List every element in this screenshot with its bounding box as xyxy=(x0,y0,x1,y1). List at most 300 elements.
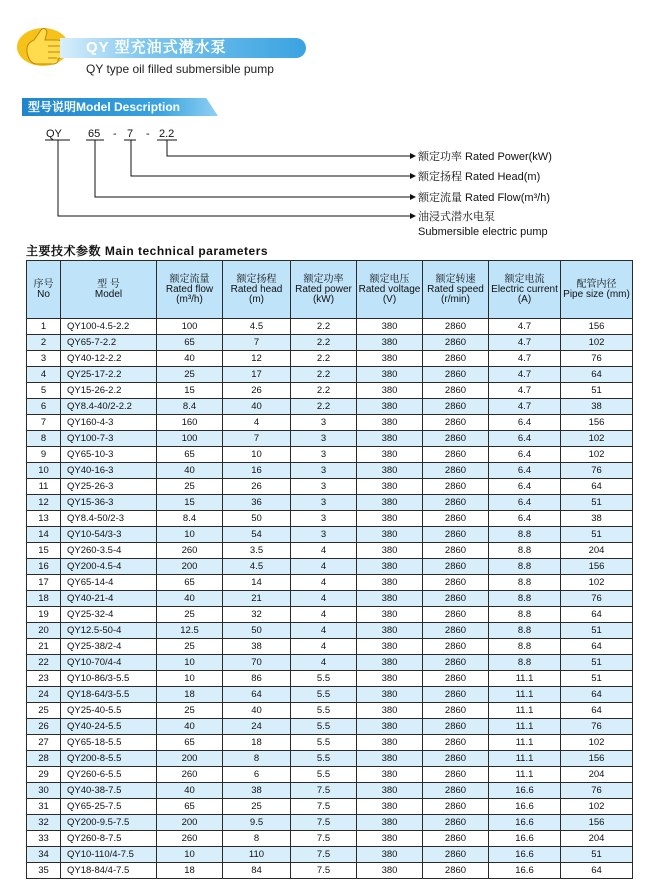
label-rated-head: 额定扬程 Rated Head(m) xyxy=(418,171,541,183)
table-cell: 7.5 xyxy=(291,783,357,799)
table-cell: 3.5 xyxy=(223,543,291,559)
table-cell: 2860 xyxy=(423,623,489,639)
table-cell: QY40-16-3 xyxy=(61,463,157,479)
params-title: 主要技术参数 Main technical parameters xyxy=(26,244,269,258)
table-cell: 7.5 xyxy=(291,847,357,863)
table-cell: 25 xyxy=(157,607,223,623)
table-row xyxy=(27,399,633,415)
table-cell: 4 xyxy=(291,575,357,591)
table-cell: 51 xyxy=(561,383,633,399)
table-cell: 16.6 xyxy=(489,783,561,799)
table-cell: 2.2 xyxy=(291,335,357,351)
table-cell: 2860 xyxy=(423,655,489,671)
table-cell: 2.2 xyxy=(291,367,357,383)
table-cell: 5.5 xyxy=(291,719,357,735)
column-header-cn: 配管内径 xyxy=(576,278,617,290)
table-cell: 7.5 xyxy=(291,799,357,815)
table-cell: 16.6 xyxy=(489,799,561,815)
table-cell: 51 xyxy=(561,655,633,671)
table-cell: 8 xyxy=(223,831,291,847)
table-cell: QY260-3.5-4 xyxy=(61,543,157,559)
table-cell: 76 xyxy=(561,463,633,479)
table-cell: 380 xyxy=(357,799,423,815)
table-cell: QY100-7-3 xyxy=(61,431,157,447)
table-row xyxy=(27,767,633,783)
table-cell: 2860 xyxy=(423,831,489,847)
table-cell: 3 xyxy=(291,495,357,511)
column-header-cn: 额定功率 xyxy=(303,273,344,285)
table-row xyxy=(27,735,633,751)
table-cell: 260 xyxy=(157,767,223,783)
table-cell: 2860 xyxy=(423,351,489,367)
table-cell: QY10-110/4-7.5 xyxy=(61,847,157,863)
table-cell: 40 xyxy=(223,399,291,415)
table-cell: 18 xyxy=(223,735,291,751)
table-cell: 380 xyxy=(357,367,423,383)
table-cell: 21 xyxy=(27,639,61,655)
table-cell: QY25-17-2.2 xyxy=(61,367,157,383)
table-row xyxy=(27,847,633,863)
table-cell: 2860 xyxy=(423,719,489,735)
table-cell: 12 xyxy=(223,351,291,367)
table-cell: 4 xyxy=(291,655,357,671)
table-row xyxy=(27,799,633,815)
table-cell: 3 xyxy=(291,415,357,431)
table-cell: 102 xyxy=(561,447,633,463)
table-cell: 12 xyxy=(27,495,61,511)
table-row xyxy=(27,575,633,591)
table-cell: 2860 xyxy=(423,815,489,831)
table-row xyxy=(27,623,633,639)
table-cell: 3 xyxy=(291,463,357,479)
table-row xyxy=(27,783,633,799)
table-cell: 102 xyxy=(561,575,633,591)
table-cell: 51 xyxy=(561,623,633,639)
table-cell: 12.5 xyxy=(157,623,223,639)
table-row xyxy=(27,335,633,351)
table-cell: 380 xyxy=(357,847,423,863)
table-cell: 26 xyxy=(223,479,291,495)
table-cell: QY8.4-50/2-3 xyxy=(61,511,157,527)
table-cell: QY25-26-3 xyxy=(61,479,157,495)
table-cell: 10 xyxy=(27,463,61,479)
table-cell: 76 xyxy=(561,591,633,607)
table-cell: 64 xyxy=(561,863,633,879)
table-cell: 24 xyxy=(223,719,291,735)
table-cell: 3 xyxy=(291,431,357,447)
table-cell: 11.1 xyxy=(489,735,561,751)
table-row xyxy=(27,815,633,831)
table-cell: 380 xyxy=(357,415,423,431)
table-row xyxy=(27,543,633,559)
table-cell: 19 xyxy=(27,607,61,623)
table-cell: 18 xyxy=(157,863,223,879)
table-cell: 8.8 xyxy=(489,655,561,671)
table-cell: 4 xyxy=(291,591,357,607)
table-cell: 160 xyxy=(157,415,223,431)
table-cell: 380 xyxy=(357,319,423,335)
table-row xyxy=(27,719,633,735)
column-header xyxy=(561,261,633,319)
table-cell: 10 xyxy=(223,447,291,463)
table-cell: 4.7 xyxy=(489,335,561,351)
table-row xyxy=(27,527,633,543)
table-cell: 40 xyxy=(157,351,223,367)
table-cell: 17 xyxy=(27,575,61,591)
table-cell: 7.5 xyxy=(291,831,357,847)
table-cell: 380 xyxy=(357,671,423,687)
table-cell: 13 xyxy=(27,511,61,527)
table-cell: 11.1 xyxy=(489,719,561,735)
label-pump-type-cn: 油浸式潜水电泵 xyxy=(418,211,495,223)
table-cell: 8.8 xyxy=(489,607,561,623)
table-cell: 40 xyxy=(223,703,291,719)
table-cell: 2860 xyxy=(423,863,489,879)
table-cell: 7 xyxy=(27,415,61,431)
table-cell: QY25-38/2-4 xyxy=(61,639,157,655)
table-cell: QY100-4.5-2.2 xyxy=(61,319,157,335)
table-cell: QY12.5-50-4 xyxy=(61,623,157,639)
table-cell: 32 xyxy=(223,607,291,623)
table-row xyxy=(27,863,633,879)
table-cell: 380 xyxy=(357,815,423,831)
table-cell: 380 xyxy=(357,575,423,591)
table-cell: QY15-26-2.2 xyxy=(61,383,157,399)
table-cell: 156 xyxy=(561,751,633,767)
table-cell: 380 xyxy=(357,719,423,735)
table-row xyxy=(27,639,633,655)
code-part-series: QY xyxy=(46,128,62,140)
table-cell: 2860 xyxy=(423,591,489,607)
table-cell: 380 xyxy=(357,623,423,639)
table-row xyxy=(27,511,633,527)
table-cell: 64 xyxy=(223,687,291,703)
table-cell: 8.8 xyxy=(489,559,561,575)
table-cell: 204 xyxy=(561,543,633,559)
table-cell: 2860 xyxy=(423,415,489,431)
table-cell: 50 xyxy=(223,623,291,639)
table-cell: 4 xyxy=(291,623,357,639)
table-cell: 30 xyxy=(27,783,61,799)
table-cell: 380 xyxy=(357,543,423,559)
table-cell: 110 xyxy=(223,847,291,863)
column-header-cn: 额定电压 xyxy=(369,273,410,285)
table-row xyxy=(27,671,633,687)
table-cell: 380 xyxy=(357,447,423,463)
table-cell: 25 xyxy=(157,367,223,383)
table-cell: 2860 xyxy=(423,383,489,399)
column-header-en: Rated head (m) xyxy=(230,283,283,305)
table-cell: 20 xyxy=(27,623,61,639)
table-row xyxy=(27,495,633,511)
table-cell: 86 xyxy=(223,671,291,687)
table-cell: 200 xyxy=(157,751,223,767)
table-cell: QY200-9.5-7.5 xyxy=(61,815,157,831)
table-cell: 204 xyxy=(561,831,633,847)
column-header-en: Rated voltage (V) xyxy=(358,283,421,305)
table-cell: 11.1 xyxy=(489,671,561,687)
table-cell: 8.4 xyxy=(157,511,223,527)
table-cell: 4.7 xyxy=(489,351,561,367)
table-cell: 4.7 xyxy=(489,367,561,383)
table-cell: 156 xyxy=(561,559,633,575)
table-cell: 8.8 xyxy=(489,623,561,639)
table-cell: 54 xyxy=(223,527,291,543)
table-cell: 31 xyxy=(27,799,61,815)
table-cell: 25 xyxy=(157,703,223,719)
table-cell: 2860 xyxy=(423,399,489,415)
table-cell: 11.1 xyxy=(489,703,561,719)
column-header xyxy=(423,261,489,319)
column-header-cn: 额定转速 xyxy=(435,273,476,285)
table-cell: QY260-8-7.5 xyxy=(61,831,157,847)
table-cell: 380 xyxy=(357,751,423,767)
table-cell: 380 xyxy=(357,591,423,607)
page-title: QY 型充油式潜水泵 xyxy=(86,39,227,56)
table-cell: 38 xyxy=(561,399,633,415)
table-cell: 102 xyxy=(561,335,633,351)
table-cell: 64 xyxy=(561,639,633,655)
table-cell: 380 xyxy=(357,703,423,719)
table-cell: 2860 xyxy=(423,319,489,335)
table-cell: 25 xyxy=(157,639,223,655)
table-cell: 3 xyxy=(291,479,357,495)
table-cell: 5.5 xyxy=(291,703,357,719)
table-cell: 2860 xyxy=(423,335,489,351)
column-header-en: Model xyxy=(94,288,123,300)
table-cell: 380 xyxy=(357,863,423,879)
table-cell: 2860 xyxy=(423,703,489,719)
table-cell: 204 xyxy=(561,767,633,783)
table-row xyxy=(27,431,633,447)
table-cell: QY260-6-5.5 xyxy=(61,767,157,783)
table-cell: 17 xyxy=(223,367,291,383)
table-cell: QY25-40-5.5 xyxy=(61,703,157,719)
table-cell: 15 xyxy=(27,543,61,559)
table-cell: 40 xyxy=(157,719,223,735)
table-row xyxy=(27,479,633,495)
table-cell: 2860 xyxy=(423,783,489,799)
table-cell: QY65-25-7.5 xyxy=(61,799,157,815)
table-cell: 64 xyxy=(561,687,633,703)
table-cell: 33 xyxy=(27,831,61,847)
table-cell: 8.8 xyxy=(489,543,561,559)
table-cell: 2.2 xyxy=(291,399,357,415)
table-cell: 6.4 xyxy=(489,415,561,431)
table-cell: 38 xyxy=(223,639,291,655)
table-cell: 260 xyxy=(157,831,223,847)
table-cell: 102 xyxy=(561,431,633,447)
table-cell: QY65-10-3 xyxy=(61,447,157,463)
table-cell: 380 xyxy=(357,351,423,367)
table-cell: QY18-64/3-5.5 xyxy=(61,687,157,703)
table-cell: 380 xyxy=(357,687,423,703)
table-cell: 38 xyxy=(223,783,291,799)
table-cell: 4 xyxy=(27,367,61,383)
table-cell: 65 xyxy=(157,447,223,463)
table-cell: 7 xyxy=(223,431,291,447)
table-cell: 15 xyxy=(157,383,223,399)
table-cell: 2860 xyxy=(423,751,489,767)
table-cell: 8.8 xyxy=(489,527,561,543)
table-cell: 64 xyxy=(561,607,633,623)
table-cell: 4.5 xyxy=(223,319,291,335)
table-cell: 22 xyxy=(27,655,61,671)
table-cell: 23 xyxy=(27,671,61,687)
table-cell: 18 xyxy=(27,591,61,607)
table-cell: 24 xyxy=(27,687,61,703)
table-cell: QY65-7-2.2 xyxy=(61,335,157,351)
table-cell: QY160-4-3 xyxy=(61,415,157,431)
table-cell: 8.8 xyxy=(489,575,561,591)
table-cell: 2860 xyxy=(423,559,489,575)
table-cell: 2860 xyxy=(423,671,489,687)
table-cell: QY40-12-2.2 xyxy=(61,351,157,367)
table-cell: 5 xyxy=(27,383,61,399)
table-cell: 6.4 xyxy=(489,511,561,527)
table-cell: 2860 xyxy=(423,767,489,783)
table-cell: QY18-84/4-7.5 xyxy=(61,863,157,879)
table-cell: 18 xyxy=(157,687,223,703)
table-row xyxy=(27,351,633,367)
table-cell: QY40-24-5.5 xyxy=(61,719,157,735)
table-row xyxy=(27,751,633,767)
table-cell: 7.5 xyxy=(291,815,357,831)
table-body xyxy=(27,319,633,879)
table-cell: 76 xyxy=(561,783,633,799)
table-cell: 380 xyxy=(357,639,423,655)
page-subtitle: QY type oil filled submersible pump xyxy=(86,62,274,76)
table-cell: 8.8 xyxy=(489,591,561,607)
table-cell: 50 xyxy=(223,511,291,527)
table-cell: 16.6 xyxy=(489,831,561,847)
table-cell: 4.7 xyxy=(489,319,561,335)
table-cell: 2860 xyxy=(423,799,489,815)
table-cell: 2860 xyxy=(423,543,489,559)
table-cell: 2860 xyxy=(423,431,489,447)
table-row xyxy=(27,447,633,463)
table-cell: 64 xyxy=(561,703,633,719)
code-dash-2: - xyxy=(146,128,150,140)
table-cell: 7 xyxy=(223,335,291,351)
table-cell: 40 xyxy=(157,783,223,799)
table-cell: QY40-38-7.5 xyxy=(61,783,157,799)
table-cell: 11.1 xyxy=(489,767,561,783)
table-cell: 156 xyxy=(561,815,633,831)
table-cell: 11.1 xyxy=(489,687,561,703)
table-cell: 9 xyxy=(27,447,61,463)
label-pump-type-en: Submersible electric pump xyxy=(418,226,548,238)
column-header-cn: 序号 xyxy=(33,278,54,290)
table-cell: 1 xyxy=(27,319,61,335)
column-header-en: Rated power (kW) xyxy=(295,283,352,305)
table-cell: 3 xyxy=(291,447,357,463)
column-header xyxy=(357,261,423,319)
table-cell: 16 xyxy=(223,463,291,479)
table-cell: 100 xyxy=(157,431,223,447)
table-cell: 40 xyxy=(157,463,223,479)
table-cell: 29 xyxy=(27,767,61,783)
table-cell: QY15-36-3 xyxy=(61,495,157,511)
table-cell: 3 xyxy=(27,351,61,367)
table-cell: 26 xyxy=(27,719,61,735)
table-cell: 14 xyxy=(27,527,61,543)
table-cell: 4.7 xyxy=(489,383,561,399)
table-cell: QY65-18-5.5 xyxy=(61,735,157,751)
table-cell: 10 xyxy=(157,527,223,543)
label-rated-power: 额定功率 Rated Power(kW) xyxy=(418,151,552,163)
table-cell: 2.2 xyxy=(291,351,357,367)
table-cell: 156 xyxy=(561,319,633,335)
table-cell: QY65-14-4 xyxy=(61,575,157,591)
table-cell: 5.5 xyxy=(291,751,357,767)
column-header xyxy=(27,261,61,319)
code-part-flow: 65 xyxy=(88,128,101,140)
table-cell: 6 xyxy=(223,767,291,783)
table-cell: 4 xyxy=(291,639,357,655)
table-cell: 16.6 xyxy=(489,847,561,863)
table-cell: 25 xyxy=(223,799,291,815)
model-code-diagram xyxy=(0,118,649,242)
table-cell: 65 xyxy=(157,735,223,751)
table-cell: 40 xyxy=(157,591,223,607)
table-cell: 380 xyxy=(357,655,423,671)
column-header-en: Electric current (A) xyxy=(491,283,558,305)
table-cell: 2860 xyxy=(423,463,489,479)
table-cell: 380 xyxy=(357,783,423,799)
table-cell: 7.5 xyxy=(291,863,357,879)
table-cell: 8 xyxy=(223,751,291,767)
table-cell: 260 xyxy=(157,543,223,559)
table-cell: 5.5 xyxy=(291,687,357,703)
table-cell: 102 xyxy=(561,799,633,815)
table-cell: 65 xyxy=(157,575,223,591)
table-cell: 4.7 xyxy=(489,399,561,415)
table-cell: 21 xyxy=(223,591,291,607)
table-cell: 380 xyxy=(357,607,423,623)
table-cell: 10 xyxy=(157,847,223,863)
table-cell: 6.4 xyxy=(489,447,561,463)
table-cell: 380 xyxy=(357,335,423,351)
table-cell: 35 xyxy=(27,863,61,879)
table-cell: 2860 xyxy=(423,527,489,543)
table-cell: 16.6 xyxy=(489,863,561,879)
table-cell: 2.2 xyxy=(291,383,357,399)
table-cell: 84 xyxy=(223,863,291,879)
table-cell: 11 xyxy=(27,479,61,495)
table-cell: 380 xyxy=(357,463,423,479)
table-row xyxy=(27,463,633,479)
table-cell: 380 xyxy=(357,479,423,495)
table-cell: 4.5 xyxy=(223,559,291,575)
table-cell: 36 xyxy=(223,495,291,511)
table-cell: 2860 xyxy=(423,847,489,863)
table-cell: 25 xyxy=(157,479,223,495)
table-cell: 11.1 xyxy=(489,751,561,767)
table-cell: 76 xyxy=(561,351,633,367)
table-cell: 2860 xyxy=(423,511,489,527)
table-cell: 76 xyxy=(561,719,633,735)
table-cell: 102 xyxy=(561,735,633,751)
table-cell: QY10-54/3-3 xyxy=(61,527,157,543)
table-cell: 2860 xyxy=(423,687,489,703)
table-cell: QY10-86/3-5.5 xyxy=(61,671,157,687)
table-cell: 15 xyxy=(157,495,223,511)
table-cell: 380 xyxy=(357,399,423,415)
column-header xyxy=(223,261,291,319)
table-cell: 2860 xyxy=(423,607,489,623)
label-rated-flow: 额定流量 Rated Flow(m³/h) xyxy=(418,192,551,204)
